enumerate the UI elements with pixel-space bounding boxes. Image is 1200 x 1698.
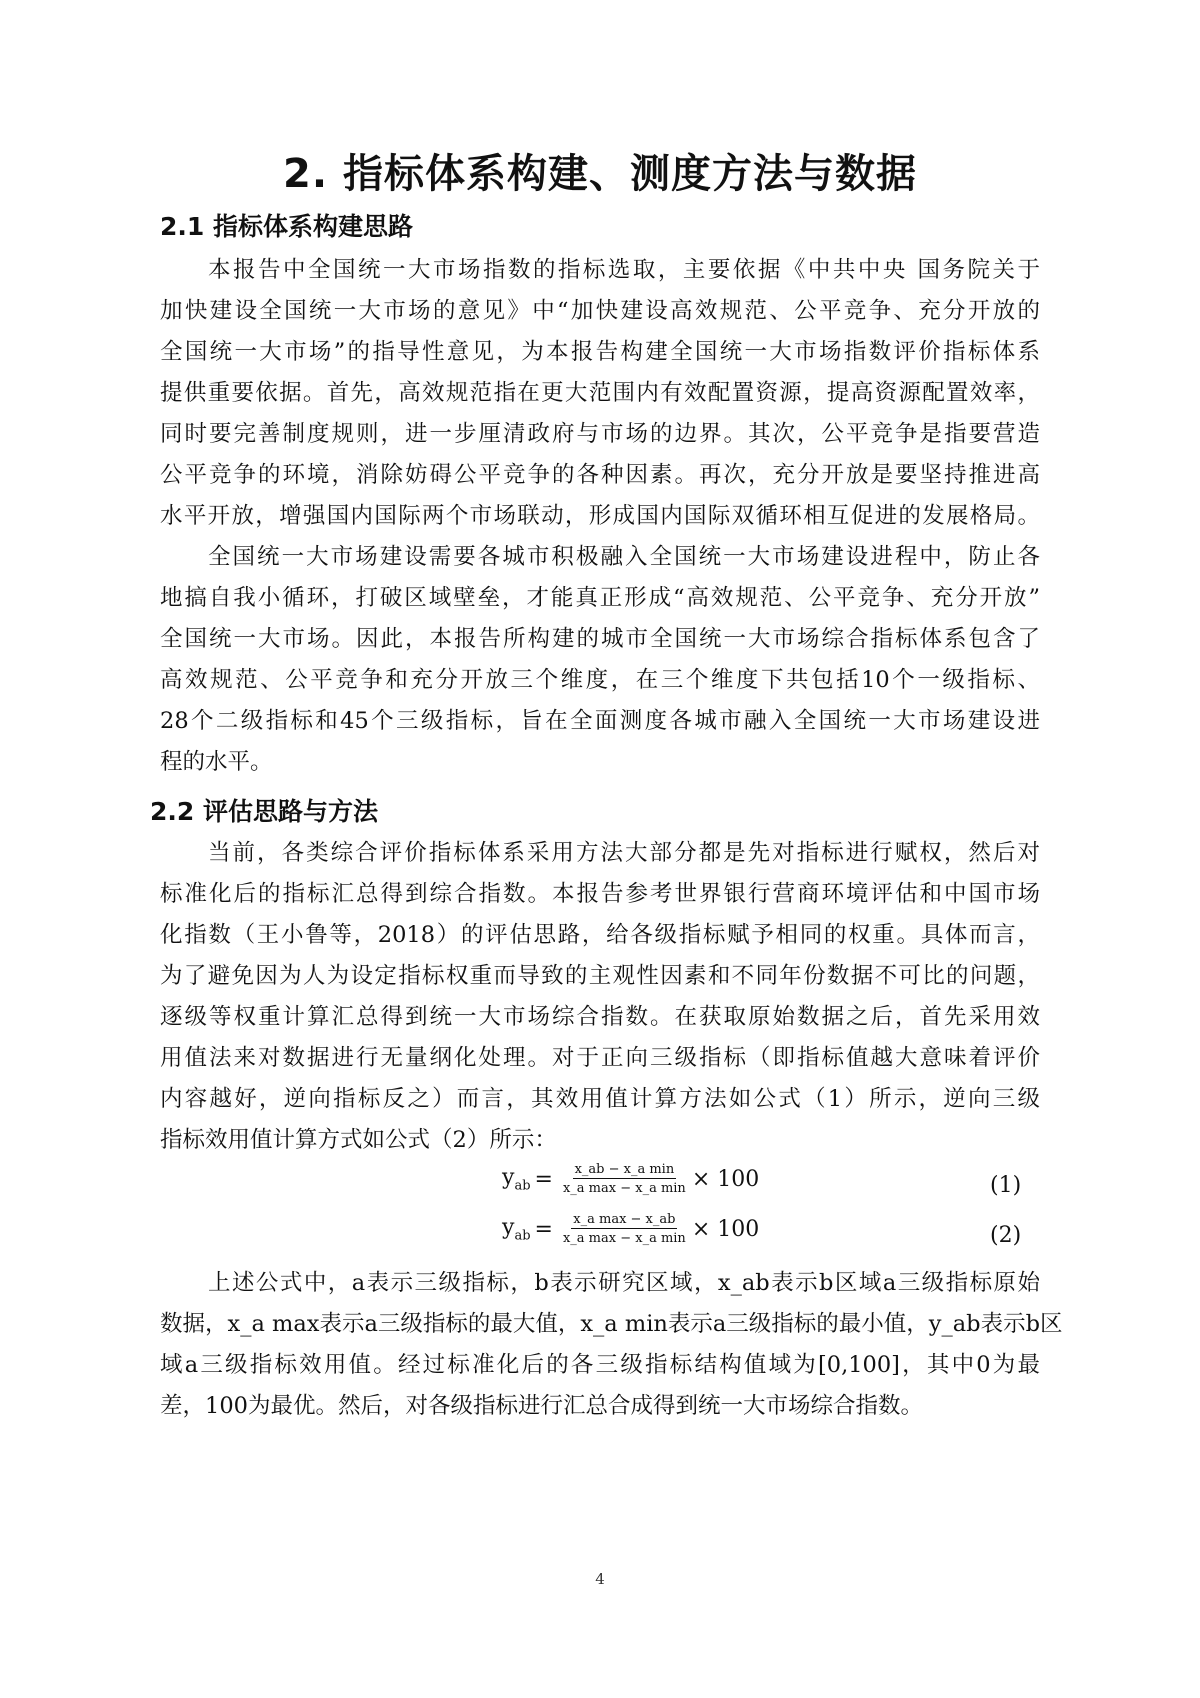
section-title-2-1: 2.1 指标体系构建思路: [160, 212, 413, 241]
page-number: 4: [595, 1570, 605, 1588]
paragraph-line: 公平竞争的环境，消除妨碍公平竞争的各种因素。再次，充分开放是要坚持推进高: [160, 462, 1040, 488]
paragraph-line: 域a三级指标效用值。经过标准化后的各三级指标结构值域为[0,100]，其中0为最: [160, 1352, 1040, 1378]
fraction: $\frac{\text{x\_ab − x\_a min}}{\text{x\_a max − x\_a min}}$: [562, 1162, 686, 1196]
paragraph-line: 加快建设全国统一大市场的意见》中“加快建设高效规范、公平竞争、充分开放的: [160, 298, 1040, 324]
paragraph-line: 标准化后的指标汇总得到综合指数。本报告参考世界银行营商环境评估和中国市场: [160, 881, 1040, 907]
paragraph-line: 用值法来对数据进行无量纲化处理。对于正向三级指标（即指标值越大意味着评价: [160, 1045, 1040, 1071]
paragraph-line: 28个二级指标和45个三级指标，旨在全面测度各城市融入全国统一大市场建设进: [160, 708, 1040, 734]
paragraph-line: 数据，x_a max表示a三级指标的最大值，x_a min表示a三级指标的最小值，y_ab表示b区: [160, 1311, 1063, 1337]
paragraph-line: 内容越好，逆向指标反之）而言，其效用值计算方法如公式（1）所示，逆向三级: [160, 1086, 1040, 1112]
formula-2: $y_{ab}$ = $\frac{\text{x\_a max − x\_ab}}{\text{x\_a max − x\_a min}}$ × 100: [502, 1212, 760, 1246]
paragraph-line: 逐级等权重计算汇总得到统一大市场综合指数。在获取原始数据之后，首先采用效: [160, 1004, 1040, 1030]
paragraph-line: 高效规范、公平竞争和充分开放三个维度，在三个维度下共包括10个一级指标、: [160, 667, 1040, 693]
formula-lhs: $y_{ab}$: [502, 1164, 531, 1194]
paragraph-line: 同时要完善制度规则，进一步厘清政府与市场的边界。其次，公平竞争是指要营造: [160, 421, 1040, 447]
paragraph-line: 程的水平。: [160, 749, 273, 775]
paragraph-line: 地搞自我小循环，打破区域壁垒，才能真正形成“高效规范、公平竞争、充分开放”: [160, 585, 1040, 611]
paragraph-line: 本报告中全国统一大市场指数的指标选取，主要依据《中共中央 国务院关于: [208, 257, 1040, 283]
fraction: $\frac{\text{x\_a max − x\_ab}}{\text{x\_a max − x\_a min}}$: [562, 1212, 686, 1246]
paragraph-line: 水平开放，增强国内国际两个市场联动，形成国内国际双循环相互促进的发展格局。: [160, 503, 1040, 529]
paragraph-line: 为了避免因为人为设定指标权重而导致的主观性因素和不同年份数据不可比的问题，: [160, 963, 1040, 989]
paragraph-line: 上述公式中，a表示三级指标，b表示研究区域，x_ab表示b区域a三级指标原始: [208, 1270, 1040, 1296]
paragraph-line: 全国统一大市场建设需要各城市积极融入全国统一大市场建设进程中，防止各: [208, 544, 1040, 570]
formula-1: $y_{ab}$ = $\frac{\text{x\_ab − x\_a min}}{\text{x\_a max − x\_a min}}$ × 100: [502, 1162, 760, 1196]
equation-number-1: (1): [990, 1173, 1022, 1198]
paragraph-line: 差，100为最优。然后，对各级指标进行汇总合成得到统一大市场综合指数。: [160, 1393, 923, 1419]
equation-number-2: (2): [990, 1223, 1022, 1248]
section-title-2-2: 2.2 评估思路与方法: [150, 797, 378, 826]
paragraph-line: 当前，各类综合评价指标体系采用方法大部分都是先对指标进行赋权，然后对: [208, 840, 1040, 866]
paragraph-line: 化指数（王小鲁等，2018）的评估思路，给各级指标赋予相同的权重。具体而言，: [160, 922, 1040, 948]
paragraph-line: 全国统一大市场。因此，本报告所构建的城市全国统一大市场综合指标体系包含了: [160, 626, 1040, 652]
paragraph-line: 全国统一大市场”的指导性意见，为本报告构建全国统一大市场指数评价指标体系: [160, 339, 1040, 365]
paragraph-line: 提供重要依据。首先，高效规范指在更大范围内有效配置资源，提高资源配置效率，: [160, 380, 1040, 406]
paragraph-line: 指标效用值计算方式如公式（2）所示：: [160, 1127, 557, 1153]
formula-lhs: $y_{ab}$: [502, 1214, 531, 1244]
chapter-title: 2. 指标体系构建、测度方法与数据: [283, 151, 917, 197]
